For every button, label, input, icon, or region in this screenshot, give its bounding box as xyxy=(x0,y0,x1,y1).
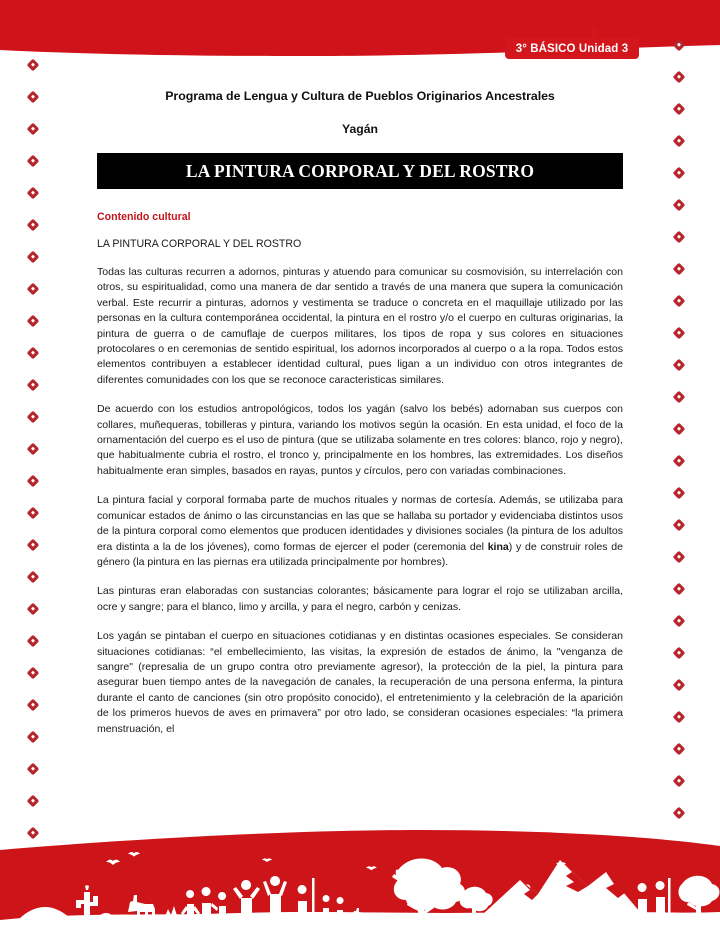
right-diamond-rail xyxy=(673,0,695,932)
diamond-ornament xyxy=(27,282,38,295)
paragraph: Los yagán se pintaban el cuerpo en situaciones cotidianas y en distintas ocasiones especiales. Se consideran situaciones cotidianas: “el embellecimiento, las visitas, la expresión de estados de ánimo, la "venganza de sangre" (represalia de un grupo contra otro previamente agresor), la protección de la piel, la pintura para asegurar buen tiempo antes de la navegación de canales, la recuperación de una persona enferma, la pintura durante el canto de canciones (sin otro propósito conocido), el entretenimiento y la celebración de la aparición de los primeros huevos de aves en primavera” por otro lado, se consideran ocasiones especiales: “la primera menstruación, el xyxy=(97,630,623,735)
diamond-ornament xyxy=(27,762,38,775)
diamond-ornament xyxy=(673,358,684,371)
diamond-ornament xyxy=(27,730,38,743)
paragraph: Todas las culturas recurren a adornos, pinturas y atuendo para comunicar su cosmovisión, su interrelación con otros, su espiritualidad, como una manera de dar sentido a través de una manera que supera la comunicación verbal. Este recurrir a pinturas, adornos y vestimenta se traduce o concreta en el maquillaje utilizado por las personas en la cultura contemporánea occidental, la pintura en el rostro y/o el cuerpo en culturas originarias, la pintura de guerra o de camuflaje de cuerpos militares, los tipos de ropa y sus colores en situaciones protocolares o en ceremonias de sentido espiritual, los adornos incorporados al cuerpo o a la ropa. Todos estos elementos contribuyen a establecer identidad cultural, pues ligan a un individuo con otros integrantes de diferentes comunidades con los que se reconoce caracteristicas similares. xyxy=(97,266,623,386)
section-label-contenido-cultural: Contenido cultural xyxy=(97,211,191,223)
diamond-ornament xyxy=(673,198,684,211)
diamond-ornament xyxy=(673,294,684,307)
left-diamond-rail xyxy=(27,0,49,932)
program-subtitle: Programa de Lengua y Cultura de Pueblos Originarios Ancestrales xyxy=(165,89,555,103)
diamond-ornament xyxy=(27,570,38,583)
diamond-ornament xyxy=(27,698,38,711)
document-content xyxy=(97,0,623,737)
people-name: Yagán xyxy=(342,122,378,136)
diamond-ornament xyxy=(673,134,684,147)
diamond-ornament xyxy=(27,506,38,519)
unit-badge: 3° BÁSICO Unidad 3 xyxy=(505,38,639,59)
diamond-ornament xyxy=(673,390,684,403)
diamond-ornament xyxy=(27,378,38,391)
main-title-bar xyxy=(97,153,623,189)
diamond-ornament xyxy=(673,70,684,83)
diamond-ornament xyxy=(27,410,38,423)
diamond-ornament xyxy=(27,250,38,263)
paragraph: De acuerdo con los estudios antropológicos, todos los yagán (salvo los bebés) adornaban sus cuerpos con collares, muñequeras, tobilleras y pintura, variando los motivos según la ocasión. En esta unidad, el foco de la ornamentación del cuerpo es el uso de pintura (que se utilizaba solamente en tres colores: blanco, rojo y negro), que habitualmente cubria el rostro, el tronco y, principalmente en los hombres, las extremidades. Los diseños habitualmente eran simples, basados en rayas, puntos y círculos, pero con variadas combinaciones. xyxy=(97,403,623,477)
diamond-ornament xyxy=(27,346,38,359)
content-heading: LA PINTURA CORPORAL Y DEL ROSTRO xyxy=(97,238,302,250)
diamond-ornament xyxy=(673,518,684,531)
diamond-ornament xyxy=(27,314,38,327)
diamond-ornament xyxy=(673,262,684,275)
diamond-ornament xyxy=(673,230,684,243)
diamond-ornament xyxy=(673,774,684,787)
paragraph: Las pinturas eran elaboradas con sustancias colorantes; básicamente para lograr el rojo se utilizaban arcilla, ocre y sangre; para el blanco, limo y arcilla, y para el negro, carbón y cenizas. xyxy=(97,585,623,613)
footer-silhouette-band xyxy=(0,820,720,932)
diamond-ornament xyxy=(673,646,684,659)
diamond-ornament xyxy=(27,154,38,167)
diamond-ornament xyxy=(27,666,38,679)
diamond-ornament xyxy=(27,90,38,103)
diamond-ornament xyxy=(673,102,684,115)
diamond-ornament xyxy=(27,122,38,135)
diamond-ornament xyxy=(673,710,684,723)
diamond-ornament xyxy=(673,678,684,691)
diamond-ornament xyxy=(673,422,684,435)
diamond-ornament xyxy=(673,742,684,755)
diamond-ornament xyxy=(27,218,38,231)
body-copy xyxy=(97,265,623,737)
diamond-ornament xyxy=(673,550,684,563)
diamond-ornament xyxy=(673,614,684,627)
diamond-ornament xyxy=(27,634,38,647)
diamond-ornament xyxy=(673,454,684,467)
page-title: LA PINTURA CORPORAL Y DEL ROSTRO xyxy=(185,160,535,181)
diamond-ornament xyxy=(27,474,38,487)
diamond-ornament xyxy=(27,186,38,199)
diamond-ornament xyxy=(673,166,684,179)
diamond-ornament xyxy=(27,538,38,551)
diamond-ornament xyxy=(673,582,684,595)
diamond-ornament xyxy=(673,806,684,819)
diamond-ornament xyxy=(27,602,38,615)
diamond-ornament xyxy=(27,794,38,807)
diamond-ornament xyxy=(27,442,38,455)
paragraph: La pintura facial y corporal formaba parte de muchos rituales y normas de cortesía. Además, se utilizaba para comunicar estados de ánimo o las circunstancias en las que se hallaba su portador y evidenciaba distintos usos de la pintura corporal como elementos que producen identidades y divisiones sociales (la pintura de los adultos era distinta a la de los jóvenes), como formas de ejercer el poder (ceremonia del kina) y de construir roles de género (la pintura en las piernas era utilizada principalmente por hombres). xyxy=(97,494,623,568)
diamond-ornament xyxy=(673,486,684,499)
diamond-ornament xyxy=(673,326,684,339)
